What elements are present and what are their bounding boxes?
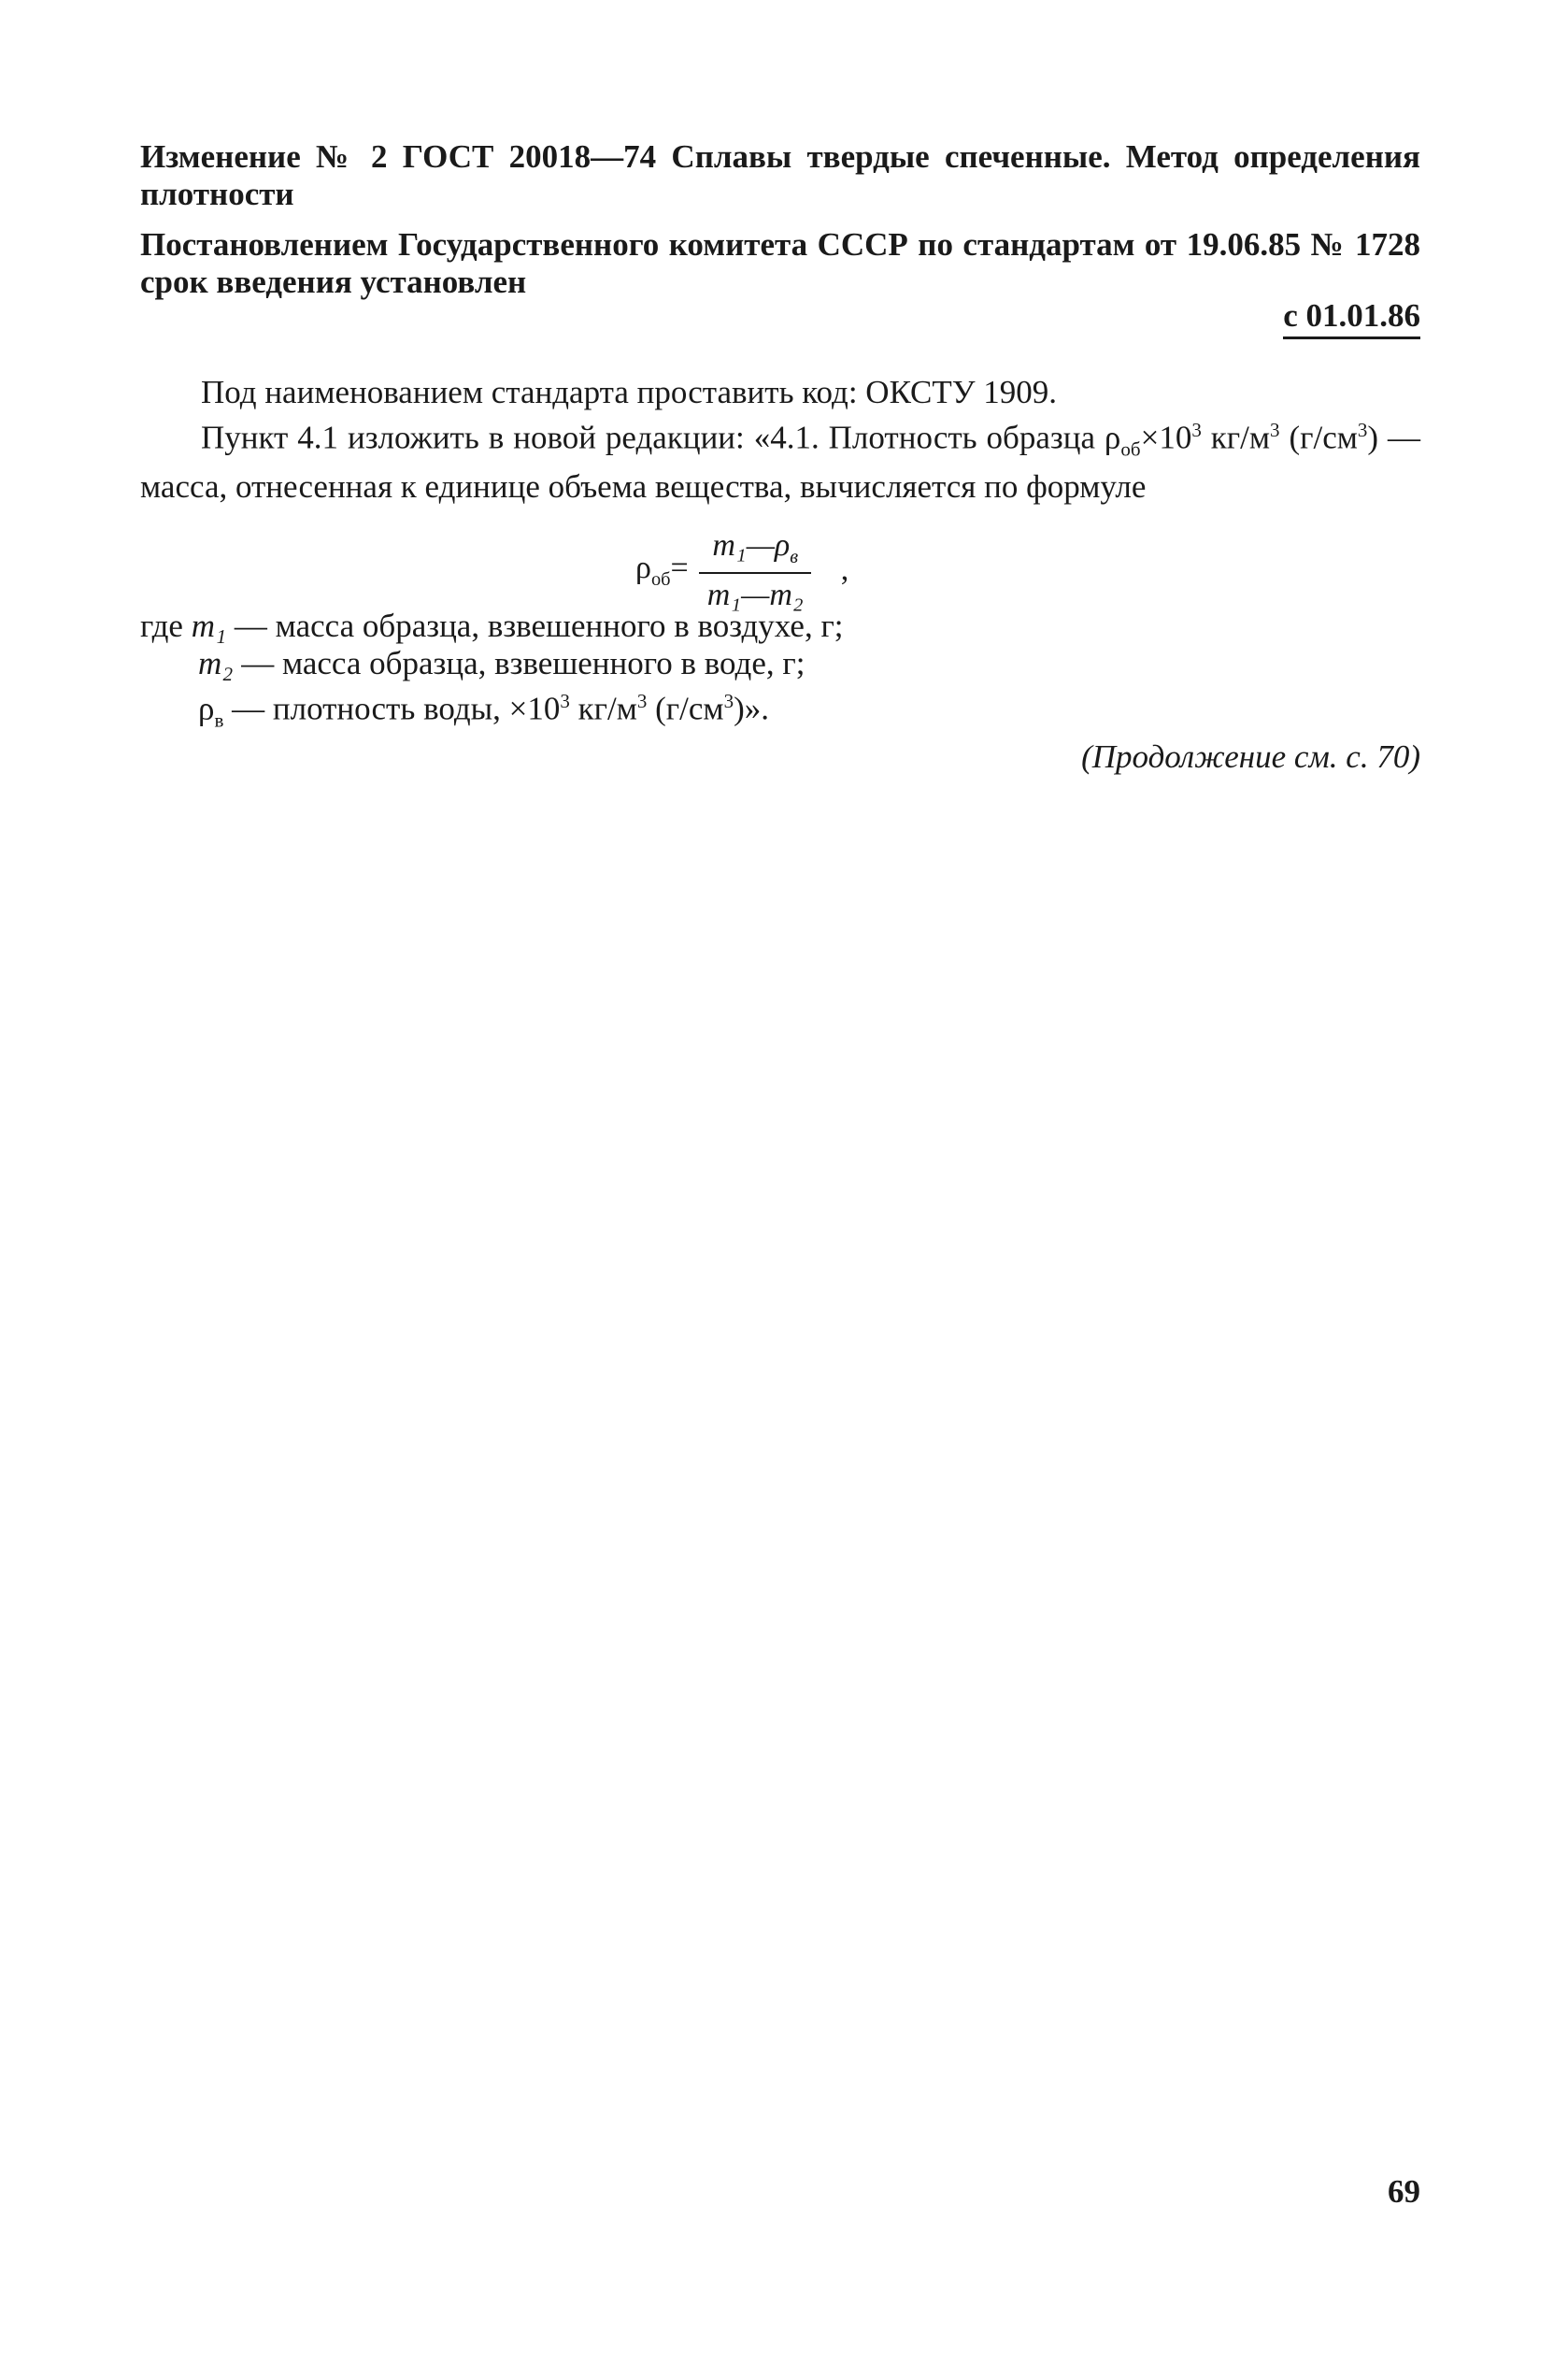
clause-sup-2: 3 xyxy=(1270,419,1280,441)
where-item-mass-water xyxy=(198,645,805,682)
where-text-c: (г/см xyxy=(647,690,724,727)
where-sup-2: 3 xyxy=(636,690,648,712)
amendment-heading: Изменение № 2 ГОСТ 20018—74 Сплавы твердые спеченные. Метод определения плотности xyxy=(140,138,1420,212)
clause-sub: об xyxy=(1120,437,1141,461)
clause-text-2: ×10 xyxy=(1140,419,1192,456)
formula-lhs-sub: об xyxy=(650,568,671,590)
clause-text-1: Пункт 4.1 изложить в новой редакции: «4.1. Плотность образца ρ xyxy=(201,419,1121,456)
formula-fraction xyxy=(694,528,817,613)
formula-numerator-sub: в xyxy=(790,546,799,567)
formula-equals: = xyxy=(670,551,689,585)
formula-numerator-text: m₁—ρ xyxy=(712,528,791,563)
formula-numerator xyxy=(699,528,811,574)
where-sup-3: 3 xyxy=(723,690,734,712)
continuation-note: (Продолжение см. с. 70) xyxy=(1081,738,1420,775)
clause-text-5: ) — масса, отнесенная к единице объема вещества, вычисляется по формуле xyxy=(140,419,1421,505)
where-intro: где xyxy=(140,608,192,644)
clause-paragraph xyxy=(140,411,1420,506)
where-symbol-sub: в xyxy=(214,709,224,732)
where-symbol: m₂ xyxy=(198,645,234,681)
where-text-b: кг/м xyxy=(569,690,637,727)
where-sup: 3 xyxy=(560,690,570,712)
formula-lhs xyxy=(635,551,689,591)
clause-text-3: кг/м xyxy=(1201,419,1271,456)
where-item-mass-air xyxy=(140,608,844,645)
formula-lhs-symbol: ρ xyxy=(635,551,651,585)
page-number: 69 xyxy=(1388,2173,1420,2210)
where-text: — масса образца, взвешенного в воде, г; xyxy=(233,645,805,681)
where-item-water-density xyxy=(198,682,769,739)
formula-trailing: , xyxy=(840,552,849,588)
where-symbol: ρ xyxy=(198,690,215,727)
decree-heading: Постановлением Государственного комитета СССР по стандартам от 19.06.85 № 1728 срок введения установлен xyxy=(140,226,1420,300)
formula-denominator: m₁—m₂ xyxy=(706,577,804,612)
where-text-d: )». xyxy=(734,690,769,727)
clause-sup: 3 xyxy=(1191,419,1202,441)
where-symbol: m₁ xyxy=(191,608,227,644)
code-paragraph: Под наименованием стандарта проставить код: ОКСТУ 1909. xyxy=(201,374,1058,410)
where-text: — масса образца, взвешенного в воздухе, г; xyxy=(226,608,844,644)
clause-sup-3: 3 xyxy=(1357,419,1368,441)
where-text-a: — плотность воды, ×10 xyxy=(223,690,561,727)
effective-date: с 01.01.86 xyxy=(1283,297,1420,339)
clause-text-4: (г/см xyxy=(1279,419,1358,456)
density-formula xyxy=(635,528,848,613)
